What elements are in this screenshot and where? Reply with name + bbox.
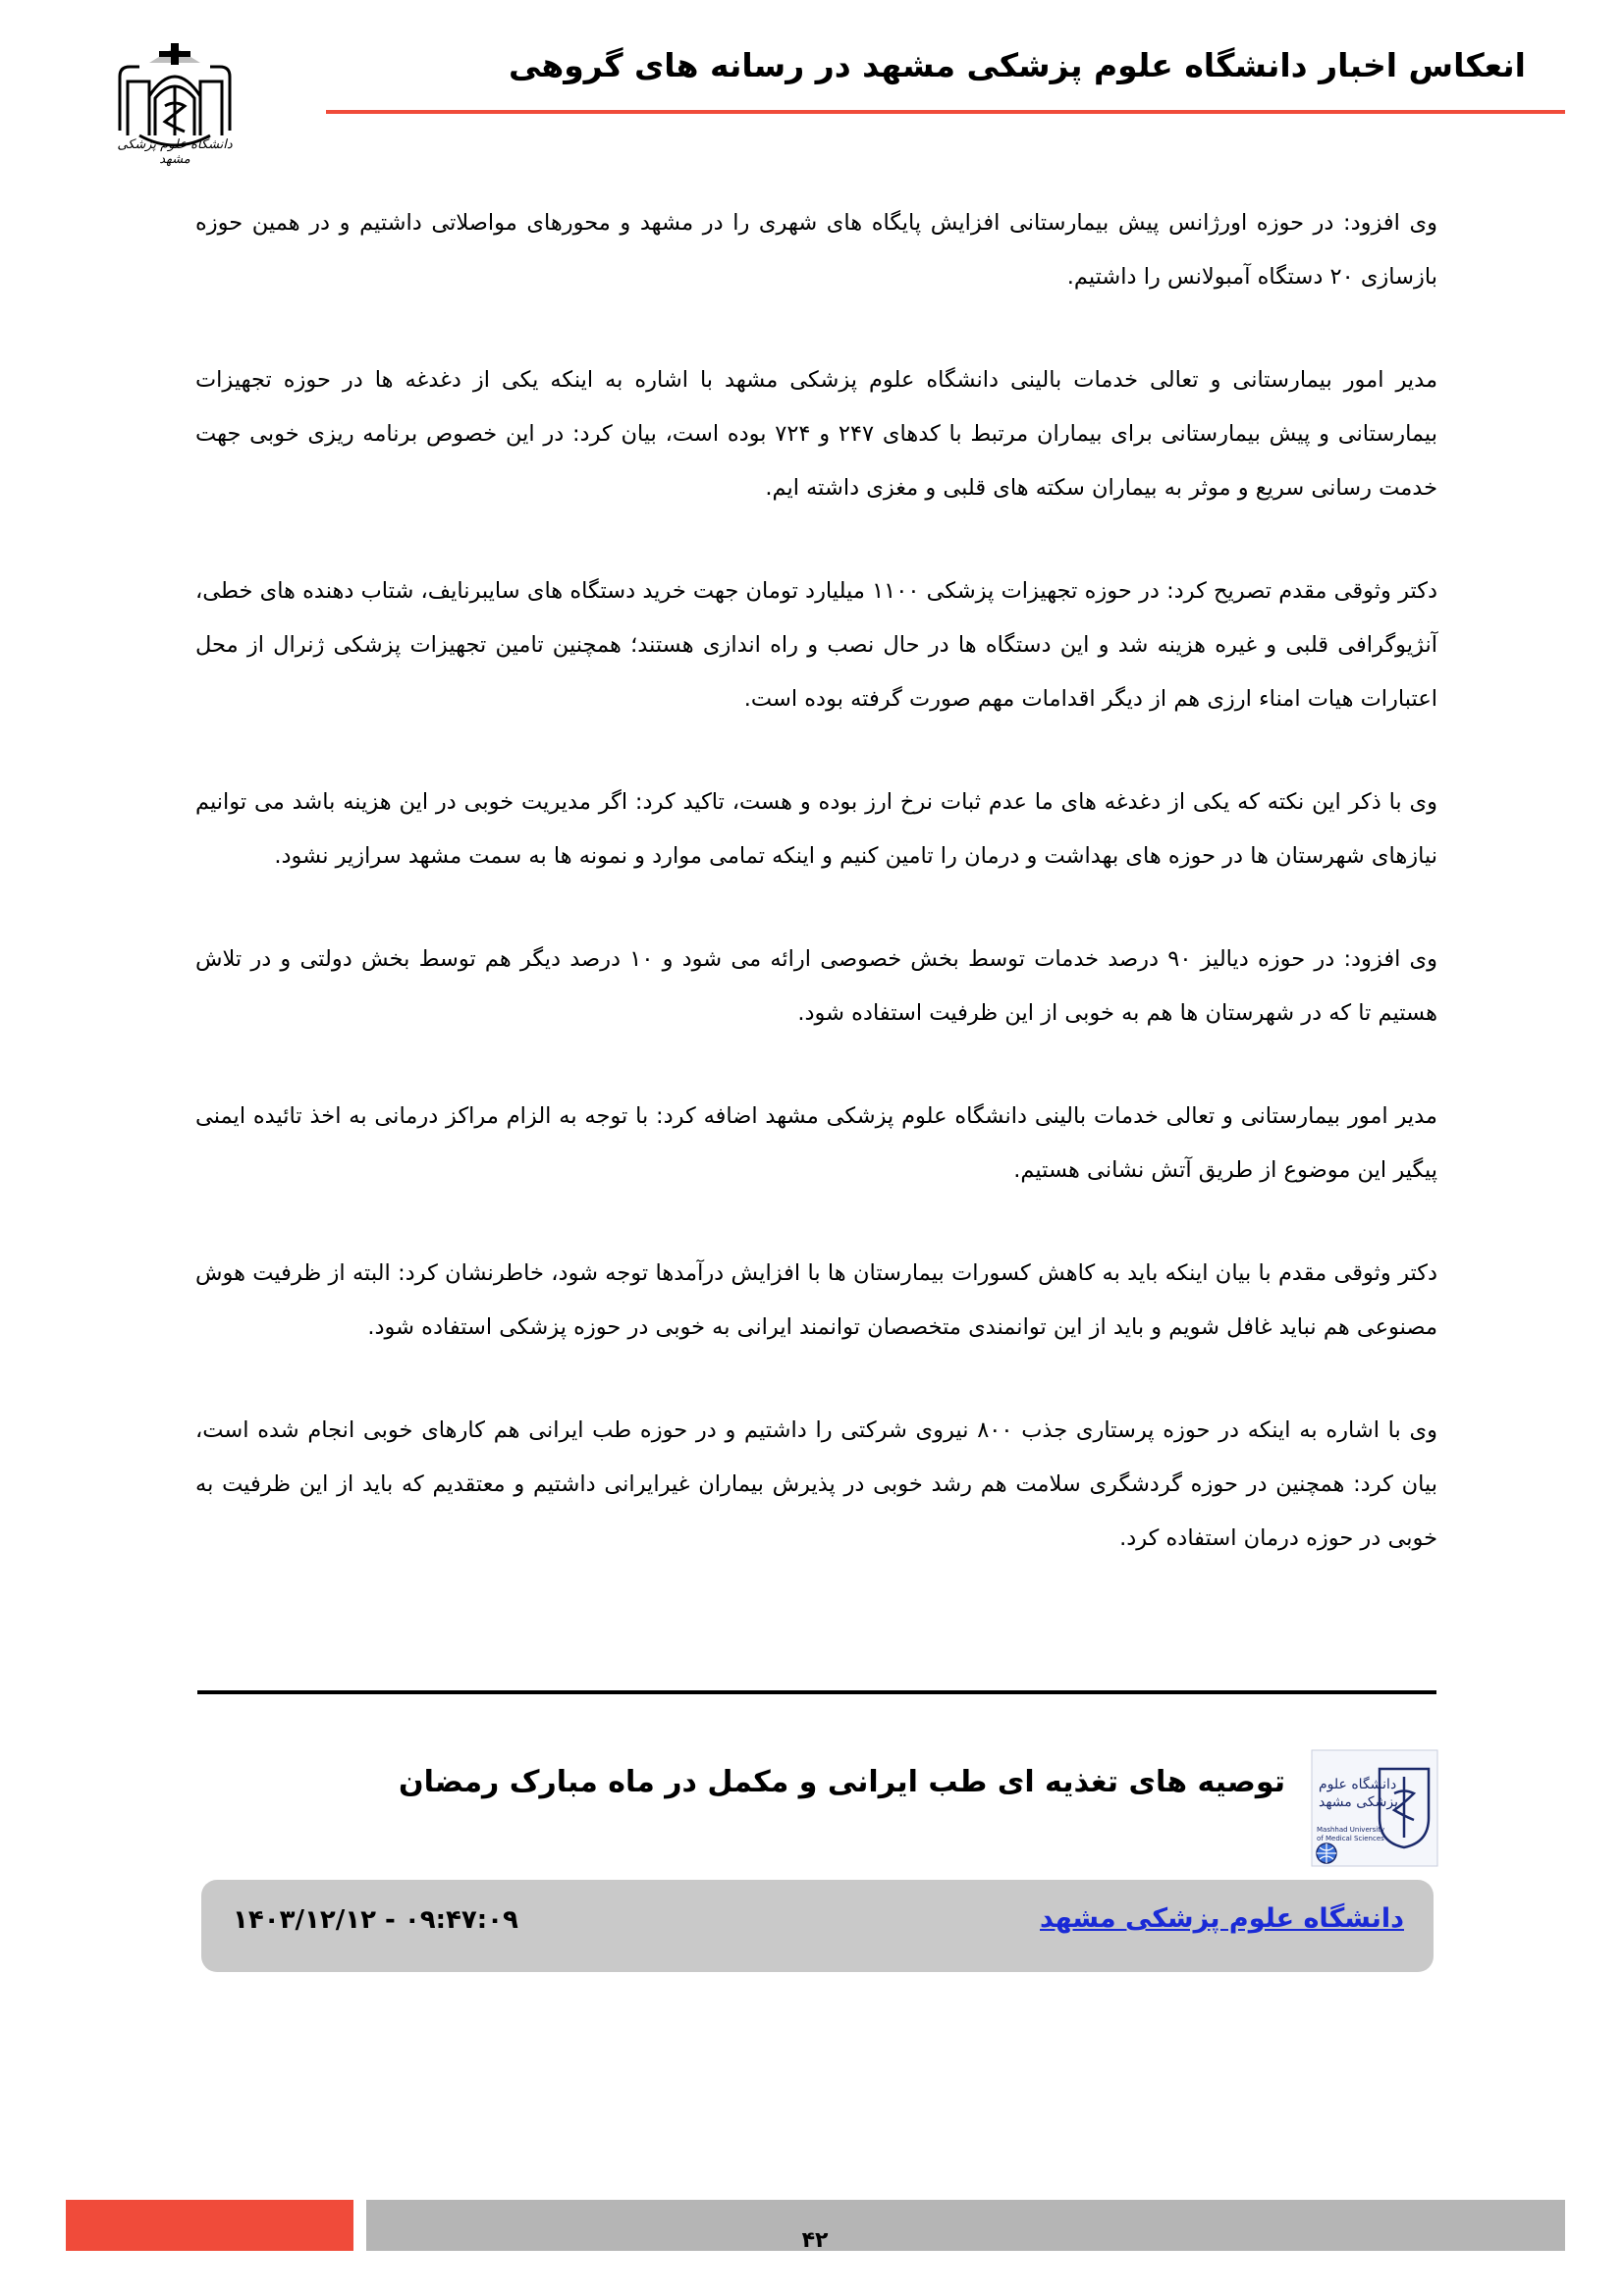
source-link[interactable]: دانشگاه علوم پزشکی مشهد — [1040, 1903, 1404, 1934]
paragraph: وی افزود: در حوزه اورژانس پیش بیمارستانی افزایش پایگاه های شهری را در مشهد و محورهای مواصلاتی داشتیم و در همین حوزه بازسازی ۲۰ دستگاه آمبولانس را داشتیم. — [195, 210, 1437, 290]
publish-datetime: ۱۴۰۳/۱۲/۱۲ - ۰۹:۴۷:۰۹ — [233, 1905, 518, 1935]
svg-text:دانشگاه علوم: دانشگاه علوم — [1319, 1777, 1397, 1792]
paragraph: وی افزود: در حوزه دیالیز ۹۰ درصد خدمات توسط بخش خصوصی ارائه می شود و ۱۰ درصد دیگر هم توسط بخش دولتی و در تلاش هستیم تا که در شهرستان ها هم به خوبی از این ظرفیت استفاده شود. — [195, 946, 1437, 1026]
paragraph: دکتر وثوقی مقدم با بیان اینکه باید به کاهش کسورات بیمارستان ها با افزایش درآمدها توجه شود، خاطرنشان کرد: البته از ظرفیت هوش مصنوعی هم نباید غافل شویم و باید از این توانمندی متخصصان توانمند ایرانی به خوبی در حوزه پزشکی استفاده شود. — [195, 1260, 1437, 1340]
section-divider — [197, 1690, 1436, 1694]
footer-accent-bar — [66, 2200, 353, 2251]
header-divider — [326, 110, 1565, 114]
source-bar — [201, 1880, 1434, 1972]
paragraph: وی با ذکر این نکته که یکی از دغدغه های ما عدم ثبات نرخ ارز بوده و هست، تاکید کرد: اگر مدیریت خوبی در این هزینه باشد می توانیم نیازهای شهرستان ها در حوزه های بهداشت و درمان را تامین کنیم و اینکه تمامی موارد و نمونه ها به سمت مشهد سرازیر نشود. — [195, 789, 1437, 869]
page-number: ۴۲ — [801, 2228, 829, 2253]
svg-text:پزشکی مشهد: پزشکی مشهد — [1319, 1794, 1398, 1810]
footer-bar — [366, 2200, 1565, 2251]
page-header-title: انعکاس اخبار دانشگاه علوم پزشکی مشهد در رسانه های گروهی — [509, 46, 1526, 84]
svg-text:Mashhad University: Mashhad University — [1317, 1826, 1385, 1834]
source-logo-icon — [1311, 1749, 1438, 1867]
logo-caption: دانشگاه علوم پزشکی مشهد — [117, 137, 233, 167]
article-title[interactable]: توصیه های تغذیه ای طب ایرانی و مکمل در ماه مبارک رمضان — [399, 1765, 1285, 1799]
article-body — [195, 196, 1437, 1615]
paragraph: وی با اشاره به اینکه در حوزه پرستاری جذب ۸۰۰ نیروی شرکتی را داشتیم و در حوزه طب ایرانی هم کارهای خوبی انجام شده است، بیان کرد: همچنین در حوزه گردشگری سلامت هم رشد خوبی در پذیرش بیماران غیرایرانی داشتیم و معتقدیم که باید از این ظرفیت به خوبی در حوزه درمان استفاده کرد. — [195, 1417, 1437, 1551]
paragraph: مدیر امور بیمارستانی و تعالی خدمات بالینی دانشگاه علوم پزشکی مشهد اضافه کرد: با توجه به الزام مراکز درمانی به اخذ تائیده ایمنی پیگیر این موضوع از طریق آتش نشانی هستیم. — [195, 1103, 1437, 1183]
paragraph: مدیر امور بیمارستانی و تعالی خدمات بالینی دانشگاه علوم پزشکی مشهد با اشاره به اینکه یکی از دغدغه ها در حوزه تجهیزات بیمارستانی و پیش بیمارستانی برای بیماران مرتبط با کدهای ۲۴۷ و ۷۲۴ بوده است، بیان کرد: در این خصوص برنامه ریزی خوبی جهت خدمت رسانی سریع و موثر به بیماران سکته های قلبی و مغزی داشته ایم. — [195, 367, 1437, 501]
paragraph: دکتر وثوقی مقدم تصریح کرد: در حوزه تجهیزات پزشکی ۱۱۰۰ میلیارد تومان جهت خرید دستگاه های سایبرنایف، شتاب دهنده های خطی، آنژیوگرافی قلبی و غیره هزینه شد و این دستگاه ها در حال نصب و راه اندازی هستند؛ همچنین تامین تجهیزات پزشکی ژنرال از محل اعتبارات هیات امناء ارزی هم از دیگر اقدامات مهم صورت گرفته بوده است. — [195, 578, 1437, 712]
svg-text:of Medical Sciences: of Medical Sciences — [1317, 1835, 1384, 1842]
